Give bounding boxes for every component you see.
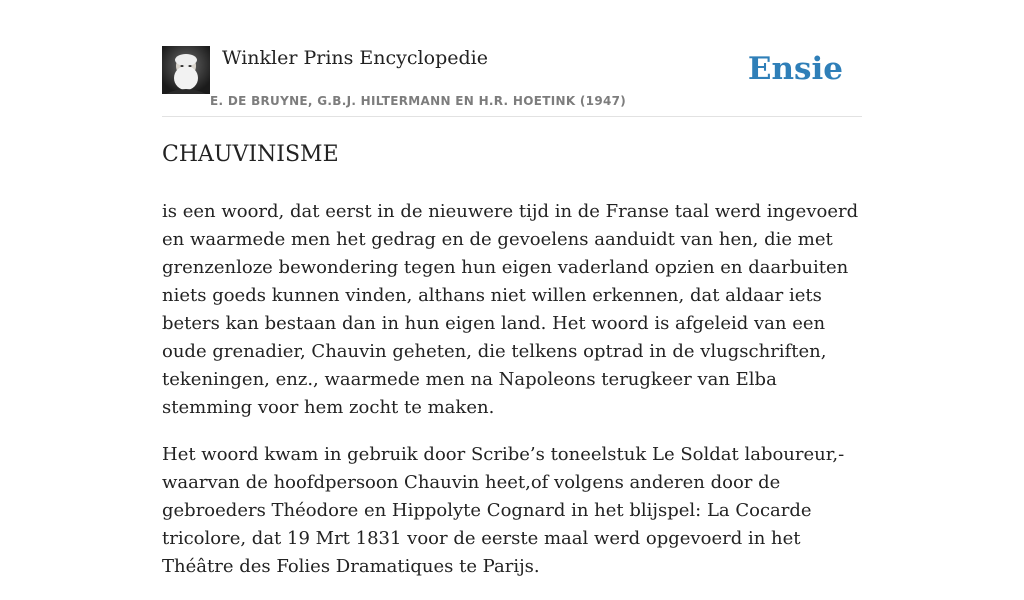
article-title: CHAUVINISME (162, 142, 339, 167)
article-paragraph: is een woord, dat eerst in de nieuwere tijd in de Franse taal werd ingevoerd en waarmede men het gedrag en de gevoelens aanduidt van hen, die met grenzenloze bewondering tegen hun eigen vaderland opzien en daarbuiten niets goeds kunnen vinden, althans niet willen erkennen, dat aldaar iets beters kan bestaan dan in hun eigen land. Het woord is afgeleid van een oude grenadier, Chauvin geheten, die telkens optrad in de vlugschriften, tekeningen, enz., waarmede men na Napoleons terugkeer van Elba stemming voor hem zocht te maken. (162, 201, 859, 418)
site-title[interactable]: Winkler Prins Encyclopedie (222, 47, 488, 69)
site-header (162, 46, 862, 117)
article-paragraph: Het woord kwam in gebruik door Scribe’s toneelstuk Le Soldat laboureur,-waarvan de hoofdpersoon Chauvin heet,of volgens anderen door de gebroeders Théodore en Hippolyte Cognard in het blijspel: La Cocarde tricolore, dat 19 Mrt 1831 voor de eerste maal werd opgevoerd in het Théâtre des Folies Dramatiques te Parijs. (162, 444, 845, 577)
portrait-avatar-icon (162, 46, 210, 94)
brand-logo[interactable]: Ensie (747, 51, 843, 87)
article (162, 138, 862, 600)
authors-line: E. DE BRUYNE, G.B.J. HILTERMANN EN H.R. HOETINK (1947) (210, 94, 627, 108)
